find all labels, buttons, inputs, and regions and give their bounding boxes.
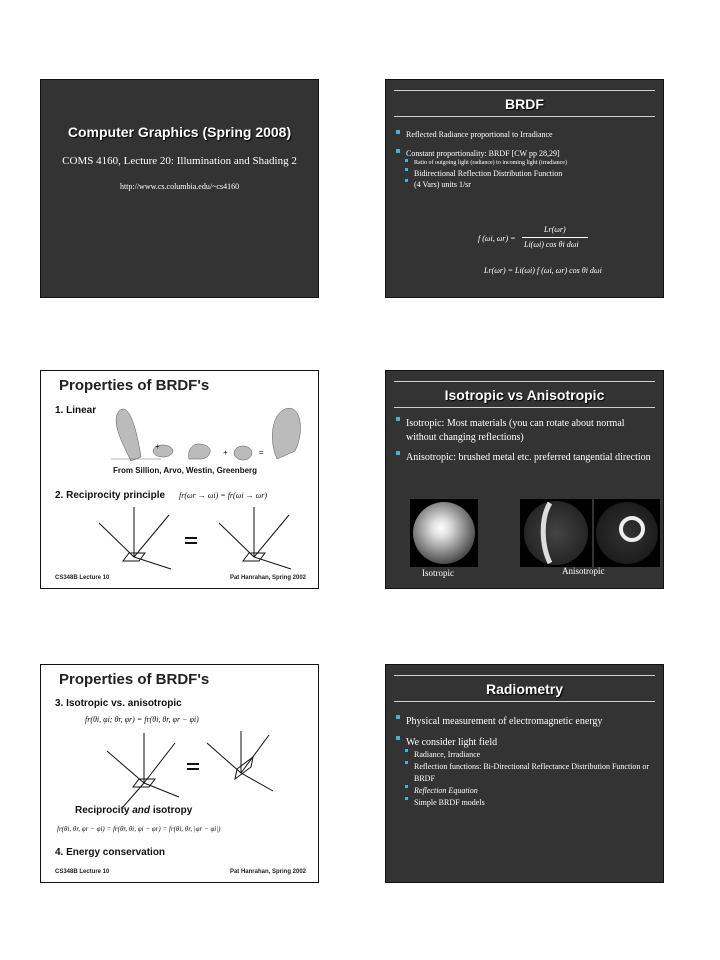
brdf-lobes-illustration: [101, 401, 319, 463]
title-rule-bottom: [394, 407, 655, 408]
bullet: Isotropic: Most materials (you can rotate about normal without changing reflections): [394, 417, 657, 445]
isotropy-diagram: [101, 727, 281, 807]
sub-bullet: Bidirectional Reflection Distribution Function: [394, 168, 657, 179]
title-rule-bottom: [394, 116, 655, 117]
item-linear: 1. Linear: [55, 405, 97, 416]
anisotropic-sphere-image-1: [520, 499, 592, 567]
slide2-title: BRDF: [505, 96, 544, 112]
fraction-bar: [522, 237, 588, 238]
sub-bullet: Radiance, Irradiance: [394, 749, 657, 761]
slide5-title: Properties of BRDF's: [59, 671, 210, 688]
figure-credit: From Sillion, Arvo, Westin, Greenberg: [113, 466, 258, 475]
recip-and: and: [132, 805, 151, 816]
reciprocity-diagram: [81, 501, 301, 573]
sub-bullet: Reflection functions: Bi-Directional Reflectance Distribution Function or BRDF: [394, 761, 657, 785]
title-rule-top: [394, 90, 655, 91]
sub-bullet: Reflection Equation: [394, 785, 657, 797]
brdf-equation-denominator: Li(ωi) cos θi dωi: [524, 240, 579, 249]
bullet: Reflected Radiance proportional to Irradiance: [394, 130, 657, 140]
caption-isotropic: Isotropic: [422, 568, 454, 578]
title-rule-top: [394, 381, 655, 382]
bullet: Constant proportionality: BRDF [CW pp 28,29]: [394, 149, 657, 159]
slide-radiometry[interactable]: [385, 664, 664, 883]
sub-bullet: (4 Vars) units 1/sr: [394, 179, 657, 190]
isotropy-equation: fr(θi, φi; θr, φr) = fr(θi, θr, φr − φi): [85, 715, 199, 724]
item-energy: 4. Energy conservation: [55, 847, 166, 858]
bullet: Anisotropic: brushed metal etc. preferred tangential direction: [394, 451, 657, 465]
isotropy-label: isotropy: [152, 805, 193, 816]
slide3-title: Properties of BRDF's: [59, 377, 210, 394]
isotropic-sphere-image: [410, 499, 478, 567]
caption-anisotropic: Anisotropic: [562, 566, 605, 576]
svg-text:+: +: [155, 442, 160, 451]
item-reciprocity: 2. Reciprocity principle: [55, 490, 166, 501]
sub-bullet: Simple BRDF models: [394, 797, 657, 809]
sub-bullet: Ratio of outgoing light (radiance) to incoming light (irradiance): [394, 159, 657, 168]
recip-label: Reciprocity: [75, 805, 130, 816]
svg-text:=: =: [259, 448, 264, 457]
title-rule-bottom: [394, 701, 655, 702]
slide-properties-2[interactable]: [40, 664, 319, 883]
bullet: We consider light field: [394, 736, 657, 749]
svg-text:+: +: [223, 448, 228, 457]
footer-left: CS348B Lecture 10: [55, 575, 110, 581]
slide1-title: Computer Graphics (Spring 2008): [67, 124, 292, 140]
slide-brdf[interactable]: [385, 79, 664, 298]
slide-title[interactable]: [40, 79, 319, 298]
item-isotropic: 3. Isotropic vs. anisotropic: [55, 698, 182, 709]
slide4-title: Isotropic vs Anisotropic: [444, 387, 605, 403]
footer-left: CS348B Lecture 10: [55, 869, 110, 875]
reciprocity-equation: fr(ωr → ωi) = fr(ωi → ωr): [179, 491, 267, 500]
reciprocity-isotropy-equation: fr(θi, θr, φr − φi) = fr(θr, θi, φi − φr) = fr(θi, θr, |φr − φi|): [57, 825, 221, 833]
brdf-equation-lhs: f (ωi, ωr) =: [478, 234, 516, 243]
slide1-subtitle: COMS 4160, Lecture 20: Illumination and Shading 2: [62, 155, 297, 167]
title-rule-top: [394, 675, 655, 676]
reflection-equation: Lr(ωr) = Li(ωi) f (ωi, ωr) cos θi dωi: [484, 266, 602, 275]
footer-right: Pat Hanrahan, Spring 2002: [229, 575, 306, 581]
footer-right: Pat Hanrahan, Spring 2002: [229, 869, 306, 875]
slide-properties-1[interactable]: [40, 370, 319, 589]
anisotropic-sphere-image-2: [594, 499, 660, 567]
brdf-equation-numerator: Lr(ωr): [544, 225, 566, 234]
bullet: Physical measurement of electromagnetic energy: [394, 715, 657, 728]
reciprocity-isotropy-heading: [75, 805, 192, 816]
slide-isotropic[interactable]: [385, 370, 664, 589]
slide6-title: Radiometry: [485, 681, 564, 697]
slide1-url: http://www.cs.columbia.edu/~cs4160: [119, 182, 240, 191]
